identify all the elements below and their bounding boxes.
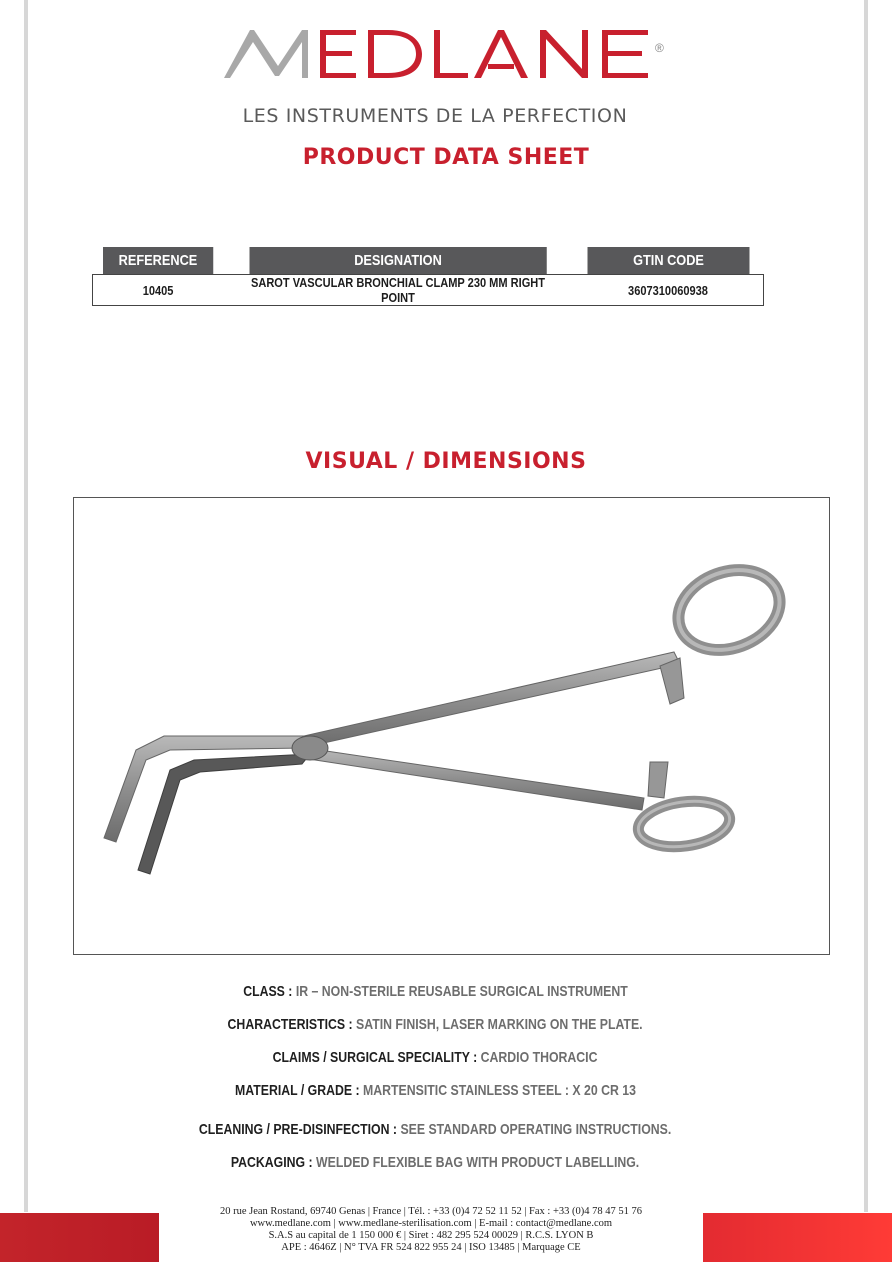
gtin-cell: 3607310060938 (627, 282, 708, 298)
medlane-logo (0, 14, 892, 127)
reference-table (92, 247, 764, 306)
spec-claims: CLAIMS / SURGICAL SPECIALITY : CARDIO THORACIC (272, 1049, 598, 1066)
column-header-reference: REFERENCE (102, 247, 213, 275)
registered-mark: ® (655, 41, 664, 55)
product-image-frame (73, 497, 830, 955)
spec-cleaning: CLEANING / PRE-DISINFECTION : SEE STANDARD OPERATING INSTRUCTIONS. (198, 1121, 672, 1138)
clamp-image (74, 498, 831, 956)
reference-cell: 10405 (142, 282, 174, 298)
table-row (93, 275, 764, 306)
logo-tagline: LES INSTRUMENTS DE LA PERFECTION (242, 105, 628, 127)
footer-web: www.medlane.com | www.medlane-sterilisation.com | E-mail : contact@medlane.com (249, 1218, 613, 1229)
column-header-designation: DESIGNATION (249, 247, 547, 275)
spec-material: MATERIAL / GRADE : MARTENSITIC STAINLESS STEEL : X 20 CR 13 (234, 1082, 636, 1099)
spec-class: CLASS : IR – NON-STERILE REUSABLE SURGICAL INSTRUMENT (242, 983, 628, 1000)
visual-dimensions-title: VISUAL / DIMENSIONS (305, 449, 587, 474)
footer-legal: S.A.S au capital de 1 150 000 € | Siret : 482 295 524 00029 | R.C.S. LYON B (268, 1230, 594, 1241)
footer-bar-left (0, 1213, 159, 1262)
footer-certifications: APE : 4646Z | N° TVA FR 524 822 955 24 | ISO 13485 | Marquage CE (281, 1242, 581, 1253)
footer-address: 20 rue Jean Rostand, 69740 Genas | France | Tél. : +33 (0)4 72 52 11 52 | Fax : +33 (0)4 78 47 51 76 (219, 1206, 643, 1217)
table-header-row (93, 247, 764, 275)
spec-packaging: PACKAGING : WELDED FLEXIBLE BAG WITH PRODUCT LABELLING. (230, 1154, 640, 1171)
medlane-wordmark (222, 26, 654, 86)
footer-bar-right (703, 1213, 892, 1262)
column-header-gtin: GTIN CODE (587, 247, 749, 275)
designation-cell: SAROT VASCULAR BRONCHIAL CLAMP 230 MM RIGHT POINT (250, 275, 545, 305)
spec-characteristics: CHARACTERISTICS : SATIN FINISH, LASER MARKING ON THE PLATE. (227, 1016, 643, 1033)
product-data-sheet-title: PRODUCT DATA SHEET (302, 145, 590, 170)
